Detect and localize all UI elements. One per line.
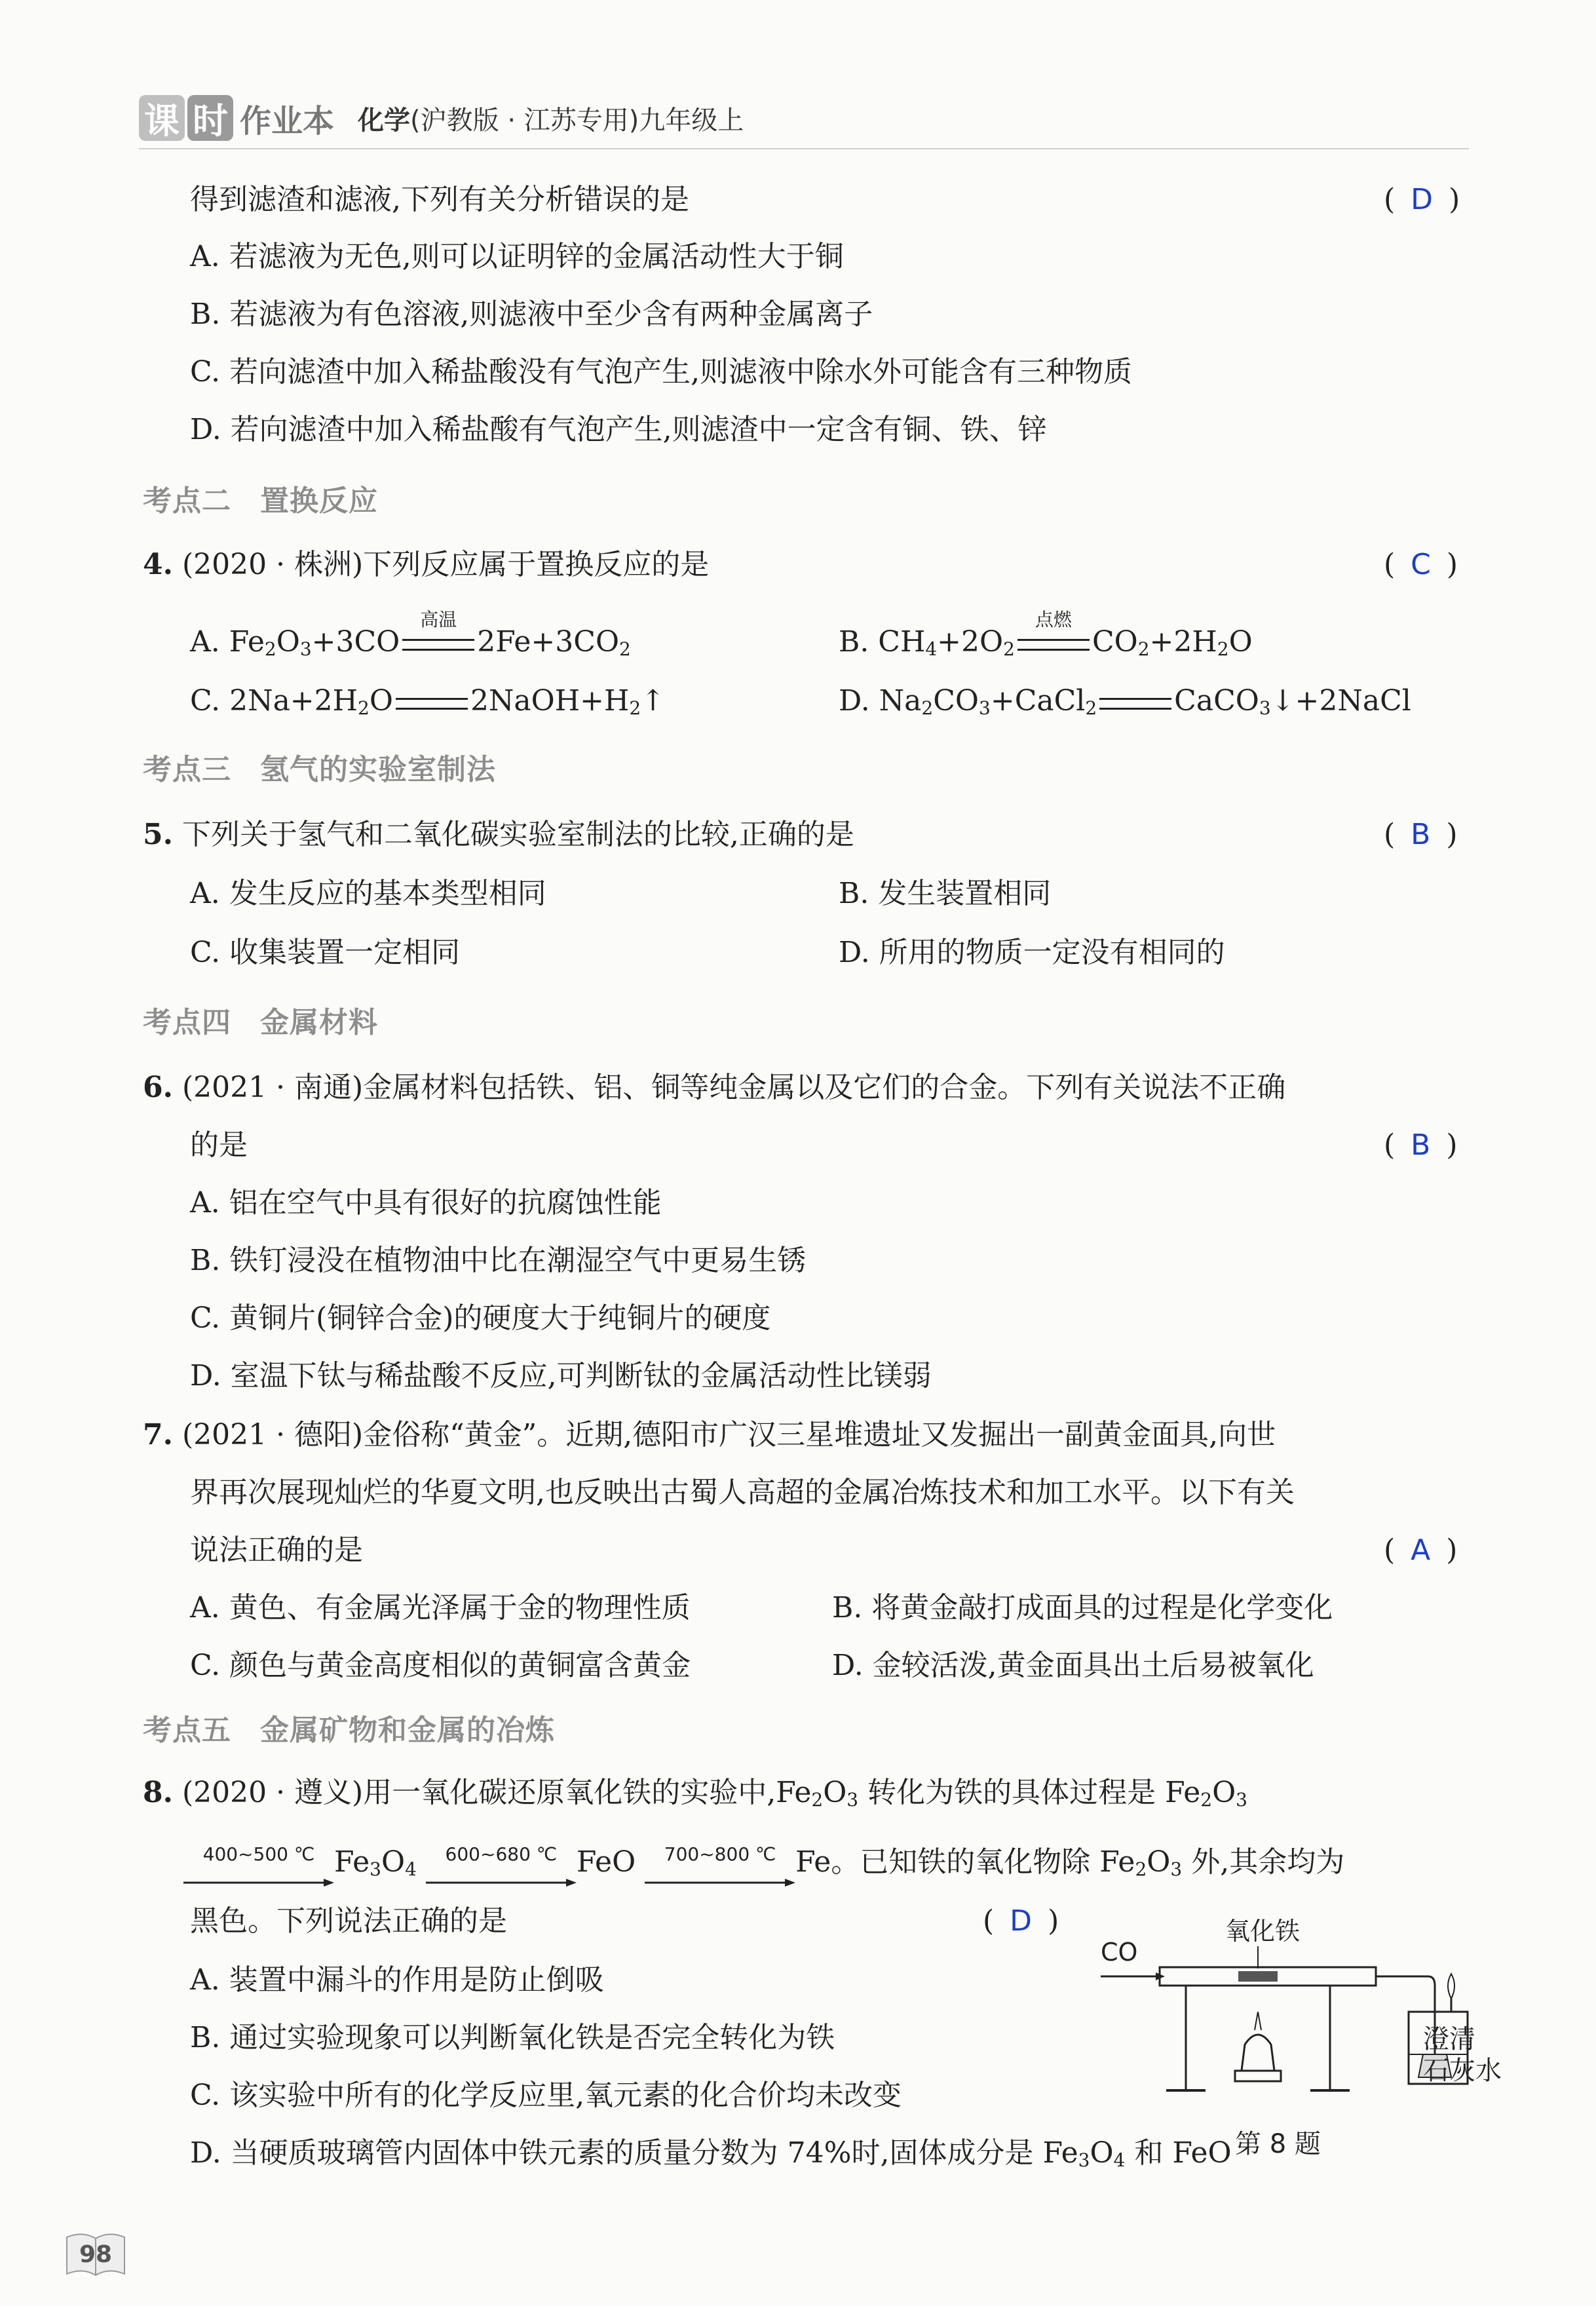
section-label: 考点四 <box>143 1006 231 1039</box>
q4-stem <box>143 545 709 585</box>
q8-stem-mid: 转化为铁的具体过程是 <box>867 1776 1156 1809</box>
q7-answer: ( A ) <box>1384 1533 1458 1567</box>
q7-number: 7. <box>143 1418 173 1451</box>
q8-option-d-text: D. 当硬质玻璃管内固体中铁元素的质量分数为 74%时,固体成分是 <box>190 2136 1034 2170</box>
q8-option-d-and: 和 <box>1134 2136 1164 2170</box>
page-header <box>139 92 744 144</box>
section-title: 金属矿物和金属的冶炼 <box>260 1714 555 1747</box>
q6-answer: ( B ) <box>1384 1128 1458 1162</box>
section-heading-5 <box>143 1706 555 1748</box>
q7-stem-line2: 界再次展现灿烂的华夏文明,也反映出古蜀人高超的金属冶炼技术和加工水平。以下有关 <box>190 1476 1295 1509</box>
q8-stem-line1: 8. (2020 · 遵义)用一氧化碳还原氧化铁的实验中$,Fe_2O_3$ 转化为铁的具体过程是 $Fe_2O_3$ <box>143 1776 1247 1811</box>
q3-stem-tail: 得到滤渣和滤液,下列有关分析错误的是 <box>190 183 689 216</box>
arrow-step-1 <box>183 1843 334 1889</box>
q6-answer-letter: B <box>1411 1128 1431 1162</box>
q7-option-a: A. 黄色、有金属光泽属于金的物理性质 <box>190 1591 691 1624</box>
q8-stem-tail2: 外,其余均为 <box>1191 1845 1345 1879</box>
section-title: 金属材料 <box>260 1006 378 1039</box>
section-heading-4 <box>143 999 378 1041</box>
q3-option-d: D. 若向滤渣中加入稀盐酸有气泡产生,则滤渣中一定含有铜、铁、锌 <box>190 413 1047 446</box>
section-heading-2 <box>143 477 378 519</box>
q7-option-b: B. 将黄金敲打成面具的过程是化学变化 <box>832 1591 1333 1624</box>
book-subject: 化学 <box>358 105 411 136</box>
q3-option-c: C. 若向滤渣中加入稀盐酸没有气泡产生,则滤液中除水外可能含有三种物质 <box>190 355 1133 389</box>
section-label: 考点三 <box>143 753 231 786</box>
q3-option-b: B. 若滤液为有色溶液,则滤液中至少含有两种金属离子 <box>190 298 873 331</box>
q5-answer: ( B ) <box>1384 818 1458 851</box>
q7-answer-letter: A <box>1411 1533 1431 1567</box>
q4-option-c: C. $2Na+2H_2O$ $2NaOH+H_2↑$ <box>190 684 666 719</box>
fe2o3-label: 氧化铁 <box>1225 1917 1301 1946</box>
q6-stem-text: (2021 · 南通)金属材料包括铁、铝、铜等纯金属以及它们的合金。下列有关说法不正确 <box>181 1071 1286 1104</box>
q8-number: 8. <box>143 1776 173 1809</box>
figure-caption: 第 8 题 <box>1235 2129 1321 2159</box>
series-logo <box>139 95 233 141</box>
q7-stem-line1 <box>143 1415 1276 1455</box>
q3-option-a: A. 若滤液为无色,则可以证明锌的金属活动性大于铜 <box>190 240 844 273</box>
q6-option-d: D. 室温下钛与稀盐酸不反应,可判断钛的金属活动性比镁弱 <box>190 1359 932 1393</box>
q8-stem-line2: 400~500 ℃ $Fe_3O_4$ 600~680 ℃ FeO 700~800 ℃ Fe。已知铁的氧化物除 $Fe_2O_3$ 外,其余均为 <box>183 1843 1344 1889</box>
co-label: CO <box>1101 1938 1138 1967</box>
arrow-step-2 <box>426 1843 577 1889</box>
q5-option-d: D. 所用的物质一定没有相同的 <box>839 936 1225 969</box>
section-label: 考点五 <box>143 1714 231 1747</box>
q8-option-a: A. 装置中漏斗的作用是防止倒吸 <box>190 1963 604 1997</box>
q6-stem-line1 <box>143 1068 1285 1107</box>
q4-answer-letter: C <box>1411 548 1431 581</box>
q4-stem-text: (2020 · 株洲)下列反应属于置换反应的是 <box>181 548 710 581</box>
section-label: 考点二 <box>143 484 231 518</box>
q6-option-b: B. 铁钉浸没在植物油中比在潮湿空气中更易生锈 <box>190 1244 807 1277</box>
limewater-label-line1: 澄清 <box>1423 2024 1475 2054</box>
q4-option-a: A. $Fe_2O_3+3CO$ 高温 $2Fe+3CO_2$ <box>190 623 631 669</box>
q7-option-d: D. 金较活泼,黄金面具出土后易被氧化 <box>832 1649 1314 1682</box>
reaction-condition <box>402 609 474 669</box>
q8-option-b: B. 通过实验现象可以判断氧化铁是否完全转化为铁 <box>190 2021 835 2054</box>
limewater-label-line2: 石灰水 <box>1423 2056 1502 2086</box>
q5-number: 5. <box>143 818 173 851</box>
page-number-text: 98 <box>79 2240 113 2268</box>
q4-option-d: D. $Na_2CO_3+CaCl_2$ CaCO$_3$↓+2NaCl <box>839 684 1411 719</box>
q7-stem-text: (2021 · 德阳)金俗称“黄金”。近期,德阳市广汉三星堆遗址又发掘出一副黄金面具,向世 <box>181 1418 1276 1451</box>
logo-char-shi: 时 <box>187 95 233 141</box>
q6-option-a: A. 铝在空气中具有很好的抗腐蚀性能 <box>190 1186 662 1220</box>
q4-option-b: B. $CH_4+2O_2$ 点燃 $CO_2+2H_2O$ <box>839 623 1253 669</box>
q7-stem-line3: 说法正确的是 <box>190 1533 363 1567</box>
q7-option-c: C. 颜色与黄金高度相似的黄铜富含黄金 <box>190 1649 691 1682</box>
book-edition: (沪教版 · 江苏专用)九年级上 <box>410 105 744 136</box>
q3-answer: ( D ) <box>1384 183 1460 216</box>
q6-number: 6. <box>143 1071 173 1104</box>
q8-stem-pre: (2020 · 遵义)用一氧化碳还原氧化铁的实验中, <box>181 1776 776 1809</box>
series-name: 作业本 <box>240 102 335 140</box>
book-title <box>358 100 744 137</box>
q6-option-c: C. 黄铜片(铜锌合金)的硬度大于纯铜片的硬度 <box>190 1301 771 1335</box>
q8-stem-tail: 。已知铁的氧化物除 <box>831 1845 1091 1879</box>
q5-stem-text: 下列关于氢气和二氧化碳实验室制法的比较,正确的是 <box>181 818 854 851</box>
q4-answer: ( C ) <box>1384 548 1458 581</box>
q3-answer-letter: D <box>1411 183 1434 216</box>
condition-label: 点燃 <box>1035 609 1072 630</box>
section-heading-3 <box>143 746 496 788</box>
q4-number: 4. <box>143 548 173 581</box>
limewater-label <box>1423 2024 1502 2086</box>
q8-answer-letter: D <box>1010 1904 1033 1938</box>
arrow-step-3 <box>645 1843 795 1889</box>
reaction-condition <box>1017 609 1090 669</box>
q6-stem-line2: 的是 <box>190 1128 248 1162</box>
q8-stem-line3: 黑色。下列说法正确的是 <box>190 1904 507 1938</box>
section-title: 置换反应 <box>260 484 378 518</box>
q8-answer: ( D ) <box>983 1904 1059 1938</box>
condition-label: 高温 <box>420 609 457 630</box>
q5-stem <box>143 815 854 855</box>
section-title: 氢气的实验室制法 <box>260 753 496 786</box>
q5-option-c: C. 收集装置一定相同 <box>190 936 461 969</box>
q5-option-b: B. 发生装置相同 <box>839 877 1052 910</box>
q8-option-c: C. 该实验中所有的化学反应里,氧元素的化合价均未改变 <box>190 2079 902 2112</box>
page-number <box>63 2228 128 2280</box>
q5-answer-letter: B <box>1411 818 1431 851</box>
temperature-label: 700~800 ℃ <box>664 1843 776 1865</box>
temperature-label: 600~680 ℃ <box>445 1843 558 1865</box>
header-divider <box>139 148 1469 149</box>
logo-char-ke: 课 <box>139 95 185 141</box>
temperature-label: 400~500 ℃ <box>202 1843 315 1865</box>
q8-option-d: D. 当硬质玻璃管内固体中铁元素的质量分数为 74%时,固体成分是 $Fe_3O_4$ 和 FeO <box>190 2136 1232 2171</box>
q5-option-a: A. 发生反应的基本类型相同 <box>190 877 546 910</box>
